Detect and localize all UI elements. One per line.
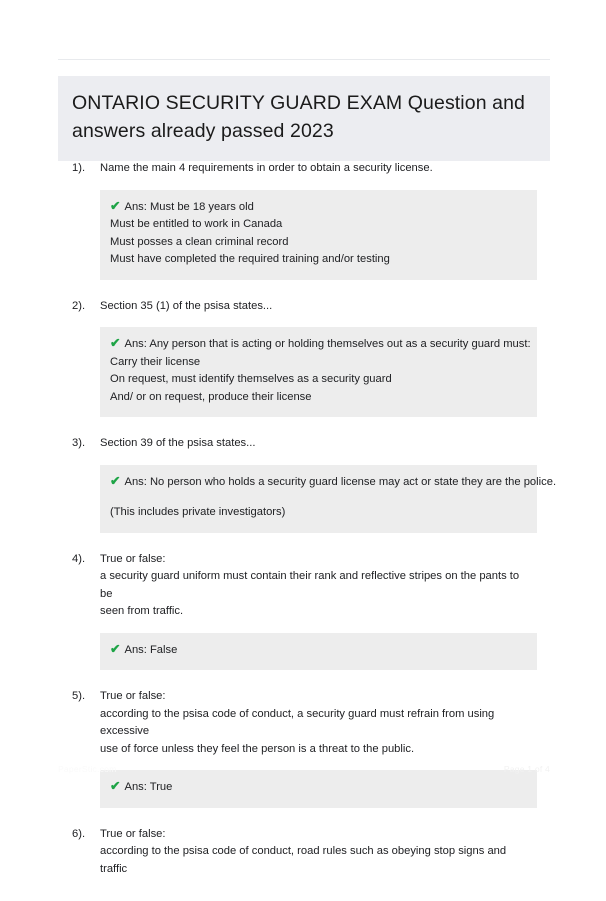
answer-text: On request, must identify themselves as a security guard [110, 373, 392, 385]
answer-line [110, 371, 525, 389]
question-text [100, 551, 530, 621]
question-body [100, 160, 550, 280]
question-text [100, 435, 530, 453]
question-body [100, 826, 550, 897]
check-icon: ✔ [110, 641, 121, 656]
footer-page-number: Page 1 of 4 [503, 764, 550, 774]
question-number: 2). [72, 299, 86, 312]
question-body [100, 551, 550, 671]
answer-text: Must be entitled to work in Canada [110, 218, 283, 230]
answer-line [110, 216, 525, 234]
answer-text: Ans: No person who holds a security guard license may act or state they are the police. [124, 475, 557, 488]
answer-box [100, 327, 537, 417]
answer-line [110, 504, 525, 522]
answer-text: (This includes private investigators) [110, 506, 286, 518]
answer-text: Ans: Must be 18 years old [124, 200, 254, 213]
question-text-line: True or false: [100, 690, 166, 702]
answer-line [110, 642, 525, 660]
answer-text: Ans: True [124, 781, 173, 793]
answer-box [100, 633, 537, 671]
answer-line [110, 473, 557, 492]
question-text-line: Section 39 of the psisa states... [100, 437, 256, 449]
question-block [0, 551, 606, 671]
question-text [100, 298, 530, 316]
check-icon: ✔ [110, 779, 121, 793]
question-body [100, 688, 550, 808]
page-title: ONTARIO SECURITY GUARD EXAM Question and answers already passed 2023 [58, 76, 550, 161]
page-footer [0, 762, 606, 782]
footer-watermark: PaperStic.com [58, 764, 117, 774]
question-text-line: according to the psisa code of conduct, a security guard must refrain from using excessive [100, 707, 495, 737]
question-block [0, 160, 606, 280]
question-text-line: Section 35 (1) of the psisa states... [100, 299, 273, 312]
question-text-line: True or false: [100, 552, 166, 565]
question-text-line: use of force unless they feel the person is a threat to the public. [100, 742, 415, 755]
question-block [0, 826, 606, 897]
answer-box [100, 190, 537, 280]
question-number: 4). [72, 552, 86, 565]
answer-line [110, 234, 525, 252]
answer-text: Carry their license [110, 355, 201, 368]
question-number: 5). [72, 690, 86, 702]
answer-line [110, 251, 525, 269]
question-text-line: according to the psisa code of conduct, road rules such as obeying stop signs and traffic [100, 845, 507, 875]
question-block [0, 435, 606, 533]
answer-line [110, 389, 525, 407]
answer-line [110, 199, 525, 217]
question-block [0, 688, 606, 808]
question-text [100, 826, 530, 879]
check-icon: ✔ [110, 473, 121, 488]
check-icon: ✔ [110, 198, 121, 213]
question-number: 1). [72, 162, 86, 174]
question-body [100, 298, 550, 418]
header-divider [58, 59, 550, 60]
question-number: 3). [72, 437, 86, 449]
question-text [100, 688, 530, 758]
question-text-line: True or false: [100, 827, 166, 840]
question-text-line: a security guard uniform must contain their rank and reflective stripes on the pants to be [100, 570, 520, 600]
question-text-line: Name the main 4 requirements in order to obtain a security license. [100, 162, 433, 174]
check-icon: ✔ [110, 336, 121, 350]
answer-text: Must posses a clean criminal record [110, 235, 289, 248]
answer-line [110, 336, 531, 354]
question-list [0, 160, 606, 901]
question-text-line: seen from traffic. [100, 605, 184, 617]
answer-text: Ans: Any person that is acting or holding themselves out as a security guard must: [124, 338, 531, 350]
question-body [100, 435, 557, 533]
question-number: 6). [72, 827, 86, 840]
answer-text: And/ or on request, produce their license [110, 390, 312, 403]
answer-text: Ans: False [124, 643, 178, 656]
answer-line [110, 354, 525, 372]
question-text [100, 160, 530, 178]
answer-text: Must have completed the required training and/or testing [110, 253, 390, 265]
answer-box [100, 465, 557, 533]
question-block [0, 298, 606, 418]
